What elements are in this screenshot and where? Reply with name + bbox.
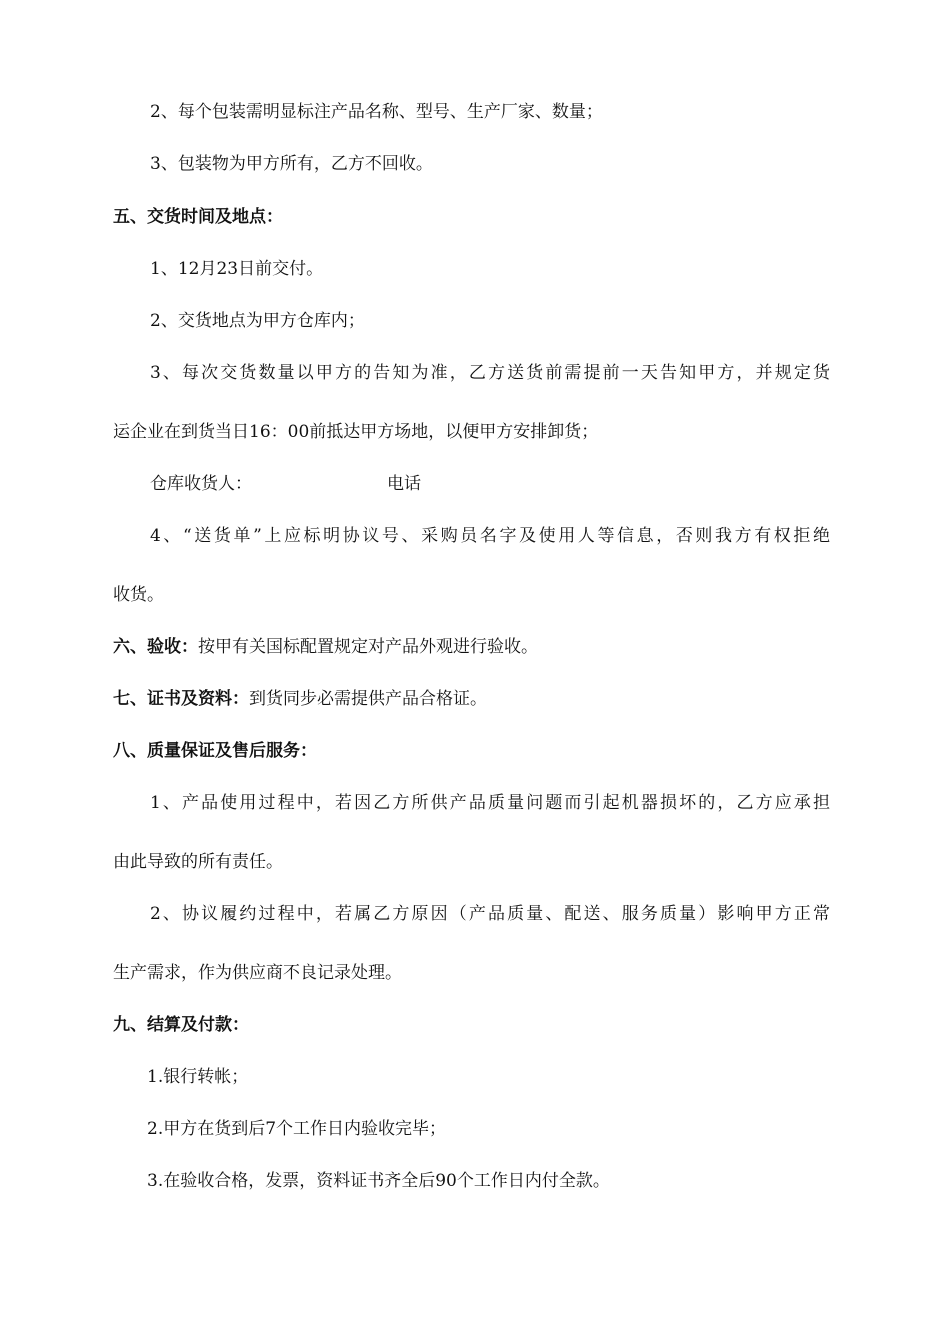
certificates-paragraph [113,688,487,710]
section-heading-certificates: 七、证书及资料： [113,689,249,709]
delivery-item-1: 1、12月23日前交付。 [150,259,324,279]
section-heading-delivery: 五、交货时间及地点： [113,207,283,227]
payment-item-2: 2.甲方在货到后7个工作日内验收完毕； [147,1119,447,1139]
delivery-item-3-line-1: 3、每次交货数量以甲方的告知为准，乙方送货前需提前一天告知甲方，并规定货 [150,363,830,383]
quality-item-2-line-1: 2、协议履约过程中，若属乙方原因（产品质量、配送、服务质量）影响甲方正常 [150,904,830,924]
packaging-item-3: 3、包装物为甲方所有，乙方不回收。 [150,154,433,174]
quality-item-1-line-1: 1、产品使用过程中，若因乙方所供产品质量问题而引起机器损坏的，乙方应承担 [150,793,830,813]
acceptance-text: 按甲有关国标配置规定对产品外观进行验收。 [198,637,538,657]
payment-item-3: 3.在验收合格，发票，资料证书齐全后90个工作日内付全款。 [147,1171,610,1191]
receiver-label: 仓库收货人： [150,474,252,494]
delivery-item-4-line-1: 4、“送货单”上应标明协议号、采购员名字及使用人等信息，否则我方有权拒绝 [150,526,830,546]
quality-item-2-line-2: 生产需求，作为供应商不良记录处理。 [113,963,402,983]
phone-label: 电话 [387,474,421,494]
certificates-text: 到货同步必需提供产品合格证。 [249,689,487,709]
packaging-item-2: 2、每个包装需明显标注产品名称、型号、生产厂家、数量； [150,102,603,122]
delivery-item-4-line-2: 收货。 [113,585,164,605]
quality-item-1-line-2: 由此导致的所有责任。 [113,852,283,872]
payment-item-1: 1.银行转帐； [147,1067,249,1087]
section-heading-quality: 八、质量保证及售后服务： [113,741,317,761]
delivery-item-2: 2、交货地点为甲方仓库内； [150,311,365,331]
delivery-item-3-line-2: 运企业在到货当日16：00前抵达甲方场地，以便甲方安排卸货； [113,422,599,442]
section-heading-payment: 九、结算及付款： [113,1015,249,1035]
section-heading-acceptance: 六、验收： [113,637,198,657]
acceptance-paragraph [113,636,538,658]
receiver-line [150,473,421,495]
